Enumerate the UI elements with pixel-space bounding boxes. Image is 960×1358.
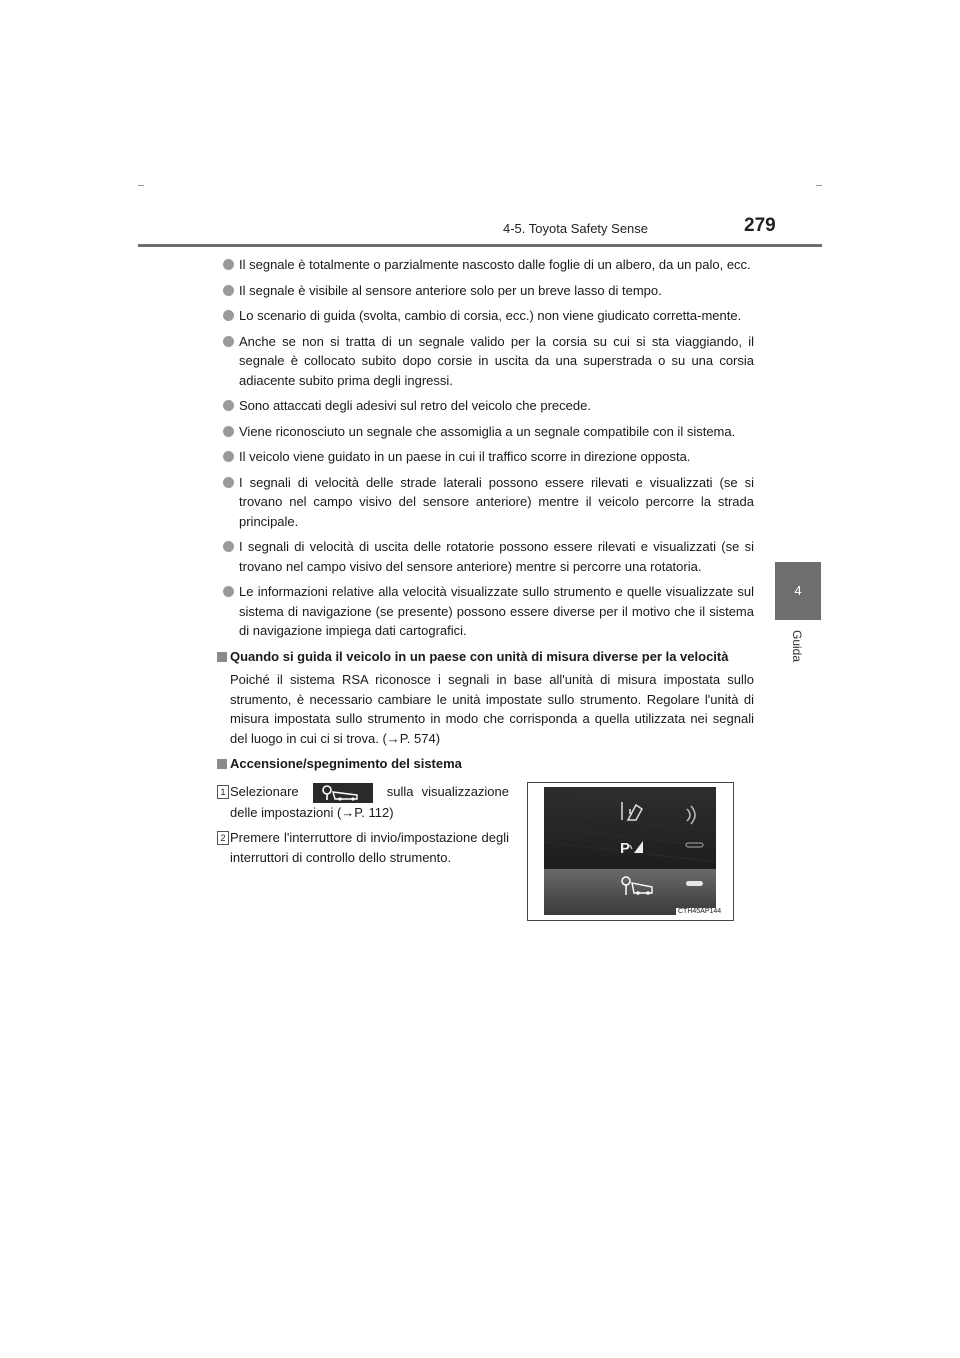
- step-text: Selezionare sulla visualizzazione delle impostazioni (→P. 112): [230, 784, 509, 820]
- section-heading-toggle: Accensione/spegnimento del sistema: [217, 754, 754, 774]
- svg-text:P: P: [620, 840, 631, 857]
- bullet-icon: [223, 310, 234, 321]
- section-units-body: Poiché il sistema RSA riconosce i segnali in base all'unità di misura impostata sullo strumento, è necessario cambiare le unità impostate sullo strumento. Regolare l'unità di misura impostata sullo strumento in modo che corrisponda a quella utilizzata nei segnali del luogo in cui ci si trova. (→P. 574): [230, 672, 754, 746]
- step-number-badge: 1: [217, 785, 229, 799]
- list-item: I segnali di velocità di uscita delle rotatorie possono essere rilevati e visualizzati (se si trovano nel campo visivo del sensore anteriore) mentre si percorre una rotatoria.: [217, 537, 754, 576]
- main-content: [217, 255, 754, 774]
- bullet-icon: [223, 336, 234, 347]
- list-item: Lo scenario di guida (svolta, cambio di corsia, ecc.) non viene giudicato corretta-mente.: [217, 306, 754, 326]
- instrument-display: [544, 787, 716, 915]
- bullet-icon: [223, 586, 234, 597]
- list-item: Sono attaccati degli adesivi sul retro del veicolo che precede.: [217, 396, 754, 416]
- section-square-icon: [217, 759, 227, 769]
- chapter-label-text: Guida: [790, 630, 804, 663]
- bullet-icon: [223, 541, 234, 552]
- bullet-icon: [223, 259, 234, 270]
- bullet-list: [217, 255, 754, 641]
- page-number: 279: [744, 215, 776, 236]
- step-item: [217, 828, 509, 867]
- section-square-icon: [217, 652, 227, 662]
- chapter-tab: 4: [775, 562, 821, 620]
- step-text: Premere l'interruttore di invio/impostazione degli interruttori di controllo dello strumento.: [230, 830, 509, 865]
- step-number-badge: 2: [217, 831, 229, 845]
- step-item: [217, 782, 509, 822]
- bullet-icon: [223, 426, 234, 437]
- list-item: Anche se non si tratta di un segnale valido per la corsia su cui si sta viaggiando, il segnale è collocato subito dopo corsie in uscita da una superstrada o su una corsia adiacente subito prima degli ingressi.: [217, 332, 754, 391]
- list-item: Il segnale è totalmente o parzialmente nascosto dalle foglie di un albero, da un palo, ecc.: [217, 255, 754, 275]
- bullet-icon: [223, 451, 234, 462]
- header-section-title: 4-5. Toyota Safety Sense: [503, 221, 649, 236]
- step-list: [217, 782, 509, 873]
- list-item: Le informazioni relative alla velocità visualizzate sullo strumento e quelle visualizzate sul sistema di navigazione (se presente) possono essere diverse per il motivo che il sistema di navigazione impiega dati cartografici.: [217, 582, 754, 641]
- figure-caption: CTH45AP144: [678, 908, 722, 915]
- section-heading-units: Quando si guida il veicolo in un paese con unità di misura diverse per la velocità: [217, 647, 754, 667]
- bullet-icon: [223, 400, 234, 411]
- list-item: I segnali di velocità delle strade laterali possono essere rilevati e visualizzati (se si trovano nel campo visivo del sensore anteriore) mentre il veicolo percorre la strada principale.: [217, 473, 754, 532]
- display-illustration: [527, 782, 734, 921]
- crop-mark-left: [138, 185, 144, 186]
- list-item: Il segnale è visibile al sensore anteriore solo per un breve lasso di tempo.: [217, 281, 754, 301]
- list-item: Viene riconosciuto un segnale che assomiglia a un segnale compatibile con il sistema.: [217, 422, 754, 442]
- chapter-label: [772, 628, 824, 668]
- rsa-setting-icon: [313, 783, 373, 803]
- bullet-icon: [223, 285, 234, 296]
- bullet-icon: [223, 477, 234, 488]
- crop-mark-right: [816, 185, 822, 186]
- list-item: Il veicolo viene guidato in un paese in cui il traffico scorre in direzione opposta.: [217, 447, 754, 467]
- header-rule: [138, 244, 822, 247]
